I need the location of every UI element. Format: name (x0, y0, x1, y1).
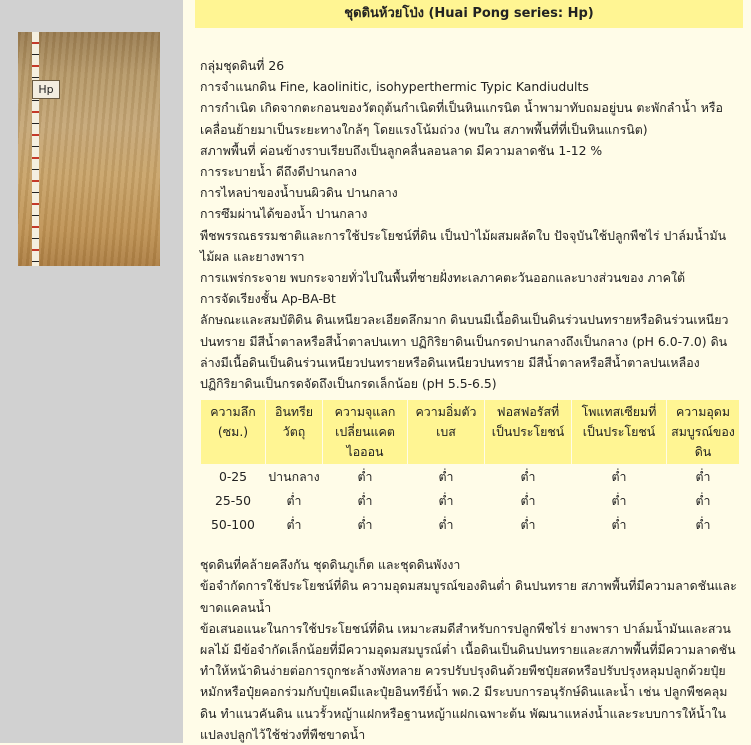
cell-fertility: ต่ำ (695, 469, 711, 485)
table-header-row (201, 400, 740, 465)
cell-organic-matter: ต่ำ (286, 493, 302, 509)
page-title: ชุดดินห้วยโป่ง (Huai Pong series: Hp) (195, 0, 743, 28)
cell-potassium: ต่ำ (611, 469, 627, 485)
drainage: การระบายน้ำ ดีถึงดีปานกลาง (200, 164, 357, 180)
permeability: การซึมผ่านได้ของน้ำ ปานกลาง (200, 206, 368, 222)
cell-base-saturation: ต่ำ (438, 493, 454, 509)
table-row (201, 489, 740, 513)
cell-fertility: ต่ำ (695, 493, 711, 509)
land-use-limitations: ข้อจำกัดการใช้ประโยชน์ที่ดิน ความอุดมสมบูรณ์ของดินต่ำ ดินปนทราย สภาพพื้นที่มีความลาดชันและขาดแคลนน้ำ (200, 578, 737, 615)
header-cec: ความจุแลกเปลี่ยนแคตไอออน (323, 400, 408, 465)
soil-group: กลุ่มชุดดินที่ 26 (200, 58, 285, 73)
soil-description (200, 55, 740, 745)
distribution: การแพร่กระจาย พบกระจายทั่วไปในพื้นที่ชายฝั่งทะเลภาคตะวันออกและบางส่วนของ ภาคใต้ (200, 270, 686, 286)
cell-cec: ต่ำ (357, 517, 373, 533)
surface-runoff: การไหลบ่าของน้ำบนผิวดิน ปานกลาง (200, 185, 398, 201)
table-row (201, 513, 740, 537)
cell-fertility: ต่ำ (695, 517, 711, 533)
cell-depth: 0-25 (218, 469, 248, 485)
cell-phosphorus: ต่ำ (520, 517, 536, 533)
main-content (195, 0, 743, 743)
header-base-saturation: ความอิ่มตัวเบส (408, 400, 485, 465)
sidebar (0, 0, 183, 743)
cell-depth: 25-50 (214, 493, 251, 509)
soil-origin: การกำเนิด เกิดจากตะกอนของวัตถุต้นกำเนิดที่เป็นหินแกรนิต น้ำพามาทับถมอยู่บน ตะพักลำน้ำ หรือเคลื่อนย้ายมาเป็นระยะทางใกล้ๆ โดยแรงโน้มถ่วง (พบใน สภาพพื้นที่ที่เป็นหินแกรนิต) (200, 100, 723, 137)
soil-properties: ลักษณะและสมบัติดิน ดินเหนียวละเอียดลึกมาก ดินบนมีเนื้อดินเป็นดินร่วนปนทรายหรือดินร่วนเหนียวปนทราย มีสีน้ำตาลหรือสีน้ำตาลปนเทา ปฏิกิริยาดินเป็นกรดปานกลางถึงเป็นกลาง (pH 6.0-7.0) ดินล่างมีเนื้อดินเป็นดินร่วนเหนียวปนทรายหรือดินเหนียวปนทราย มีสีน้ำตาลหรือสีน้ำตาลปนเหลือง ปฏิกิริยาดินเป็นกรดจัดถึงเป็นกรดเล็กน้อย (pH 5.5-6.5) (200, 312, 729, 392)
header-phosphorus: ฟอสฟอรัสที่เป็นประโยชน์ (485, 400, 572, 465)
header-organic-matter: อินทรียวัตถุ (266, 400, 323, 465)
table-row (201, 465, 740, 490)
cell-cec: ต่ำ (357, 469, 373, 485)
cell-organic-matter: ต่ำ (286, 517, 302, 533)
header-depth: ความลึก (ซม.) (201, 400, 266, 465)
cell-phosphorus: ต่ำ (520, 493, 536, 509)
cell-phosphorus: ต่ำ (520, 469, 536, 485)
cell-organic-matter: ปานกลาง (268, 469, 320, 485)
land-use-recommendations: ข้อเสนอแนะในการใช้ประโยชน์ที่ดิน เหมาะสมดีสำหรับการปลูกพืชไร่ ยางพารา ปาล์มน้ำมันและสวนผลไม้ มีข้อจำกัดเล็กน้อยที่มีความอุดมสมบูรณ์ต่ำ เนื้อดินเป็นดินปนทรายและสภาพพื้นที่มีความลาดชัน ทำให้หน้าดินง่ายต่อการถูกชะล้างพังทลาย ควรปรับปรุงดินด้วยพืชปุ๋ยสดหรือปรับปรุงหลุมปลูกด้วยปุ๋ยหมักหรือปุ๋ยคอกร่วมกับปุ๋ยเคมีและปุ๋ยอินทรีย์น้ำ พด.2 มีระบบการอนุรักษ์ดินและน้ำ เช่น ปลูกพืชคลุมดิน ทำแนวคันดิน แนวรั้วหญ้าแฝกหรือฐานหญ้าแฝกเฉพาะต้น พัฒนาแหล่งน้ำและระบบการให้น้ำในแปลงปลูกไว้ใช้ช่วงที่พืชขาดน้ำ (200, 620, 736, 742)
soil-profile-photo (18, 32, 160, 266)
cell-base-saturation: ต่ำ (438, 517, 454, 533)
cell-potassium: ต่ำ (611, 493, 627, 509)
soil-classification: การจำแนกดิน Fine, kaolinitic, isohyperthermic Typic Kandiudults (200, 79, 589, 95)
horizon-sequence: การจัดเรียงชั้น Ap-BA-Bt (200, 291, 336, 307)
landform: สภาพพื้นที่ ค่อนข้างราบเรียบถึงเป็นลูกคลื่นลอนลาด มีความลาดชัน 1-12 % (200, 142, 603, 158)
header-potassium: โพแทสเซียมที่เป็นประโยชน์ (572, 400, 667, 465)
similar-soil-series: ชุดดินที่คล้ายคลึงกัน ชุดดินภูเก็ต และชุดดินพังงา (200, 557, 461, 573)
header-fertility: ความอุดมสมบูรณ์ของดิน (667, 400, 740, 465)
measuring-tape (32, 32, 39, 266)
profile-label: Hp (32, 80, 60, 99)
cell-base-saturation: ต่ำ (438, 469, 454, 485)
fertility-table (200, 399, 740, 537)
cell-depth: 50-100 (211, 517, 255, 533)
cell-potassium: ต่ำ (611, 517, 627, 533)
vegetation-land-use: พืชพรรณธรรมชาติและการใช้ประโยชน์ที่ดิน เป็นป่าไม้ผสมผลัดใบ ปัจจุบันใช้ปลูกพืชไร่ ปาล์มน้ำมัน ไม้ผล และยางพารา (200, 227, 727, 264)
cell-cec: ต่ำ (357, 493, 373, 509)
